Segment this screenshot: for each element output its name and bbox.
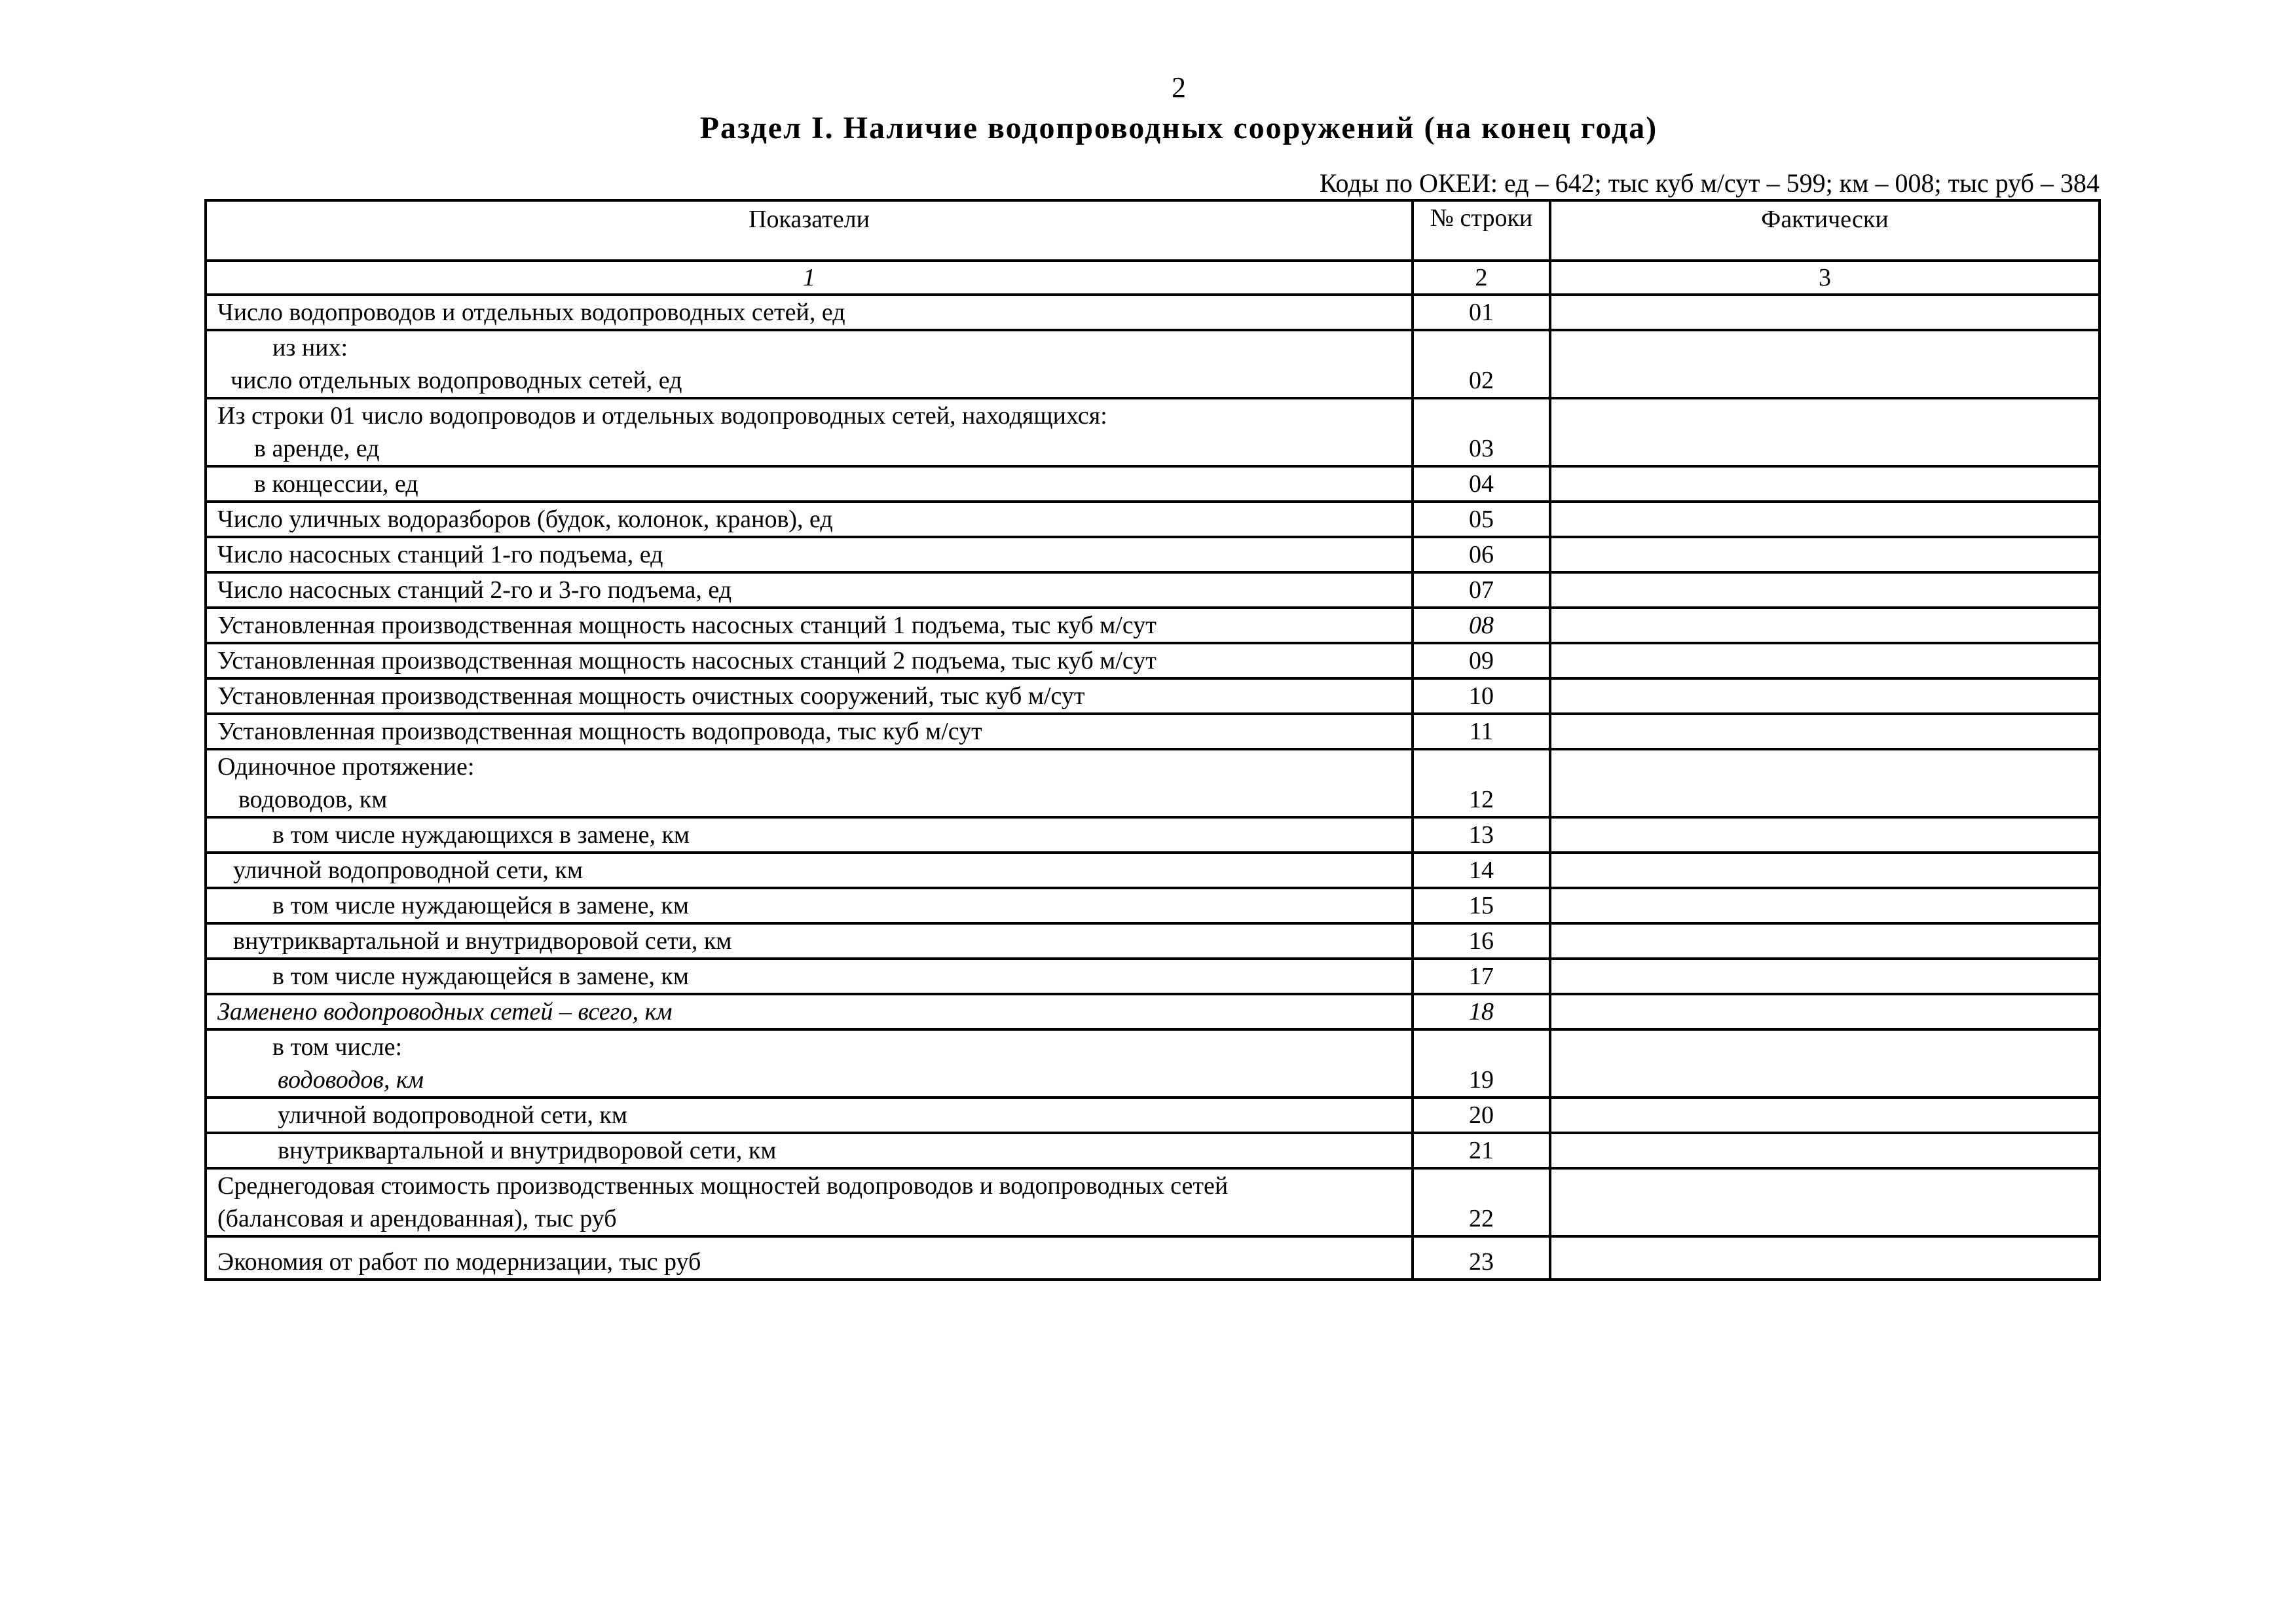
column-number-row (206, 261, 2100, 295)
row-label (206, 678, 1413, 714)
row-label-line: уличной водопроводной сети, км (278, 1101, 627, 1129)
value-cell[interactable] (1550, 888, 2100, 923)
header-row-number (1413, 200, 1550, 261)
row-label-line: внутриквартальной и внутридворовой сети, км (278, 1137, 777, 1164)
value-cell[interactable] (1550, 466, 2100, 502)
header-actual: Фактически (1550, 200, 2100, 261)
row-label-line: Установленная производственная мощность насосных станций 2 подъема, тыс куб м/сут (217, 647, 1157, 674)
table-row (206, 466, 2100, 502)
row-number: 14 (1413, 853, 1550, 888)
table-row (206, 330, 2100, 398)
row-number: 05 (1413, 502, 1550, 537)
row-label (206, 994, 1413, 1029)
row-label-line: в том числе нуждающейся в замене, км (272, 963, 689, 990)
table-row (206, 1029, 2100, 1098)
row-label (206, 1236, 1413, 1280)
row-label (206, 330, 1413, 398)
row-label-line: водоводов, км (278, 1066, 424, 1094)
value-cell[interactable] (1550, 714, 2100, 749)
value-cell[interactable] (1550, 853, 2100, 888)
table-row (206, 1168, 2100, 1236)
row-number: 03 (1413, 398, 1550, 466)
row-label-line: в том числе: (272, 1033, 403, 1061)
row-label-line: в концессии, ед (254, 470, 418, 498)
row-label (206, 1133, 1413, 1168)
row-label (206, 643, 1413, 678)
value-cell[interactable] (1550, 295, 2100, 330)
value-cell[interactable] (1550, 1133, 2100, 1168)
table-row (206, 1098, 2100, 1133)
row-label-line: водоводов, км (238, 786, 388, 813)
row-label-line: Число насосных станций 1-го подъема, ед (217, 541, 663, 568)
table-row (206, 1133, 2100, 1168)
row-label-line: Установленная производственная мощность насосных станций 1 подъема, тыс куб м/сут (217, 612, 1157, 639)
row-number: 23 (1413, 1236, 1550, 1280)
value-cell[interactable] (1550, 1029, 2100, 1098)
row-label-line: число отдельных водопроводных сетей, ед (231, 367, 682, 394)
row-label-line: Установленная производственная мощность очистных сооружений, тыс куб м/сут (217, 682, 1085, 710)
header-row-number-text: № строки (1430, 204, 1533, 232)
table-row (206, 398, 2100, 466)
value-cell[interactable] (1550, 994, 2100, 1029)
value-cell[interactable] (1550, 678, 2100, 714)
row-label-line: Из строки 01 число водопроводов и отдельных водопроводных сетей, находящихся: (217, 402, 1107, 430)
value-cell[interactable] (1550, 537, 2100, 572)
table-row (206, 572, 2100, 608)
row-number: 21 (1413, 1133, 1550, 1168)
section-title: Раздел I. Наличие водопроводных сооружений (на конец года) (699, 111, 1658, 145)
row-label-line: Число насосных станций 2-го и 3-го подъема, ед (217, 576, 732, 604)
value-cell[interactable] (1550, 749, 2100, 817)
table-row (206, 749, 2100, 817)
row-number: 18 (1413, 994, 1550, 1029)
value-cell[interactable] (1550, 1098, 2100, 1133)
row-label (206, 1029, 1413, 1098)
table-row (206, 959, 2100, 994)
row-label (206, 1098, 1413, 1133)
row-number: 11 (1413, 714, 1550, 749)
page-number: 2 (1172, 71, 1186, 103)
value-cell[interactable] (1550, 572, 2100, 608)
row-label (206, 502, 1413, 537)
indicators-table (204, 199, 2101, 1281)
table-row (206, 678, 2100, 714)
row-number: 04 (1413, 466, 1550, 502)
table-row (206, 1236, 2100, 1280)
row-number: 20 (1413, 1098, 1550, 1133)
row-label (206, 608, 1413, 643)
row-label-line: в аренде, ед (254, 435, 380, 462)
table-row (206, 643, 2100, 678)
row-label (206, 572, 1413, 608)
row-number: 07 (1413, 572, 1550, 608)
value-cell[interactable] (1550, 923, 2100, 959)
table-row (206, 714, 2100, 749)
column-number-1: 1 (206, 261, 1413, 295)
row-number: 17 (1413, 959, 1550, 994)
row-number: 16 (1413, 923, 1550, 959)
table-row (206, 888, 2100, 923)
row-label-line: в том числе нуждающейся в замене, км (272, 892, 689, 919)
row-label-line: Экономия от работ по модернизации, тыс руб (217, 1248, 701, 1276)
row-label-line: внутриквартальной и внутридворовой сети, км (233, 927, 732, 955)
row-number: 08 (1413, 608, 1550, 643)
value-cell[interactable] (1550, 502, 2100, 537)
row-label (206, 959, 1413, 994)
row-label-line: (балансовая и арендованная), тыс руб (217, 1205, 617, 1232)
row-label-line: из них: (272, 334, 348, 361)
row-label (206, 749, 1413, 817)
value-cell[interactable] (1550, 817, 2100, 853)
table-row (206, 817, 2100, 853)
row-label-line: Одиночное протяжение: (217, 753, 475, 781)
row-label (206, 923, 1413, 959)
row-label (206, 853, 1413, 888)
table-row (206, 608, 2100, 643)
table-row (206, 853, 2100, 888)
row-label-line: Среднегодовая стоимость производственных мощностей водопроводов и водопроводных сетей (217, 1172, 1229, 1200)
table-row (206, 537, 2100, 572)
row-number: 06 (1413, 537, 1550, 572)
row-number: 13 (1413, 817, 1550, 853)
row-number: 19 (1413, 1029, 1550, 1098)
column-number-3: 3 (1550, 261, 2100, 295)
row-label (206, 714, 1413, 749)
row-number: 09 (1413, 643, 1550, 678)
row-number: 15 (1413, 888, 1550, 923)
value-cell[interactable] (1550, 608, 2100, 643)
header-row (206, 200, 2100, 261)
row-label (206, 537, 1413, 572)
row-label-line: Число водопроводов и отдельных водопроводных сетей, ед (217, 299, 845, 326)
row-label-line: Число уличных водоразборов (будок, колонок, кранов), ед (217, 506, 833, 533)
value-cell[interactable] (1550, 330, 2100, 398)
row-label-line: уличной водопроводной сети, км (233, 857, 583, 884)
row-label (206, 398, 1413, 466)
table-row (206, 923, 2100, 959)
value-cell[interactable] (1550, 1236, 2100, 1280)
value-cell[interactable] (1550, 959, 2100, 994)
row-label (206, 817, 1413, 853)
row-number: 01 (1413, 295, 1550, 330)
column-number-2: 2 (1413, 261, 1550, 295)
table-row (206, 994, 2100, 1029)
table-row (206, 502, 2100, 537)
row-label (206, 466, 1413, 502)
okei-codes: Коды по ОКЕИ: ед – 642; тыс куб м/сут – 599; км – 008; тыс руб – 384 (1319, 168, 2100, 198)
row-label (206, 295, 1413, 330)
value-cell[interactable] (1550, 643, 2100, 678)
row-number: 02 (1413, 330, 1550, 398)
row-label-line: Заменено водопроводных сетей – всего, км (217, 998, 673, 1025)
header-indicators: Показатели (206, 200, 1413, 261)
row-label-line: Установленная производственная мощность водопровода, тыс куб м/сут (217, 718, 982, 745)
value-cell[interactable] (1550, 398, 2100, 466)
row-number: 12 (1413, 749, 1550, 817)
row-label (206, 1168, 1413, 1236)
row-label (206, 888, 1413, 923)
row-label-line: в том числе нуждающихся в замене, км (272, 821, 690, 849)
table-row (206, 295, 2100, 330)
value-cell[interactable] (1550, 1168, 2100, 1236)
row-number: 10 (1413, 678, 1550, 714)
row-number: 22 (1413, 1168, 1550, 1236)
